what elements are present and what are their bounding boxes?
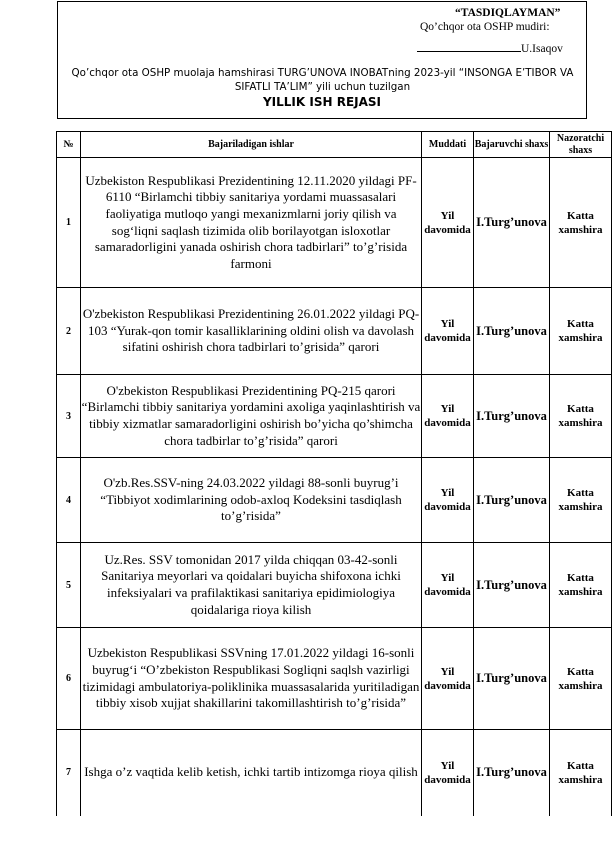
row-number: 4 xyxy=(57,458,81,543)
plan-title: YILLIK ISH REJASI xyxy=(262,95,381,109)
row-work: Uzbekiston Respublikasi Prezidentining 12.11.2020 yildagi PF-6110 “Birlamchi tibbiy sanitariya yordami muassasalari faoliyatiga mutloqo yangi mexanizmlarni joriy qilish va sog‘liqni saqlash tizimida olib borilayotgan isloxotlar samaradorligini yanada oshirish chora tadbirlari” to’g’risida farmoni xyxy=(81,158,422,288)
table-row xyxy=(57,730,612,816)
row-duration: Yil davomida xyxy=(422,458,474,543)
row-responsible: I.Turg’unova xyxy=(474,730,550,816)
row-responsible: I.Turg’unova xyxy=(474,375,550,458)
table-row xyxy=(57,375,612,458)
table-row xyxy=(57,288,612,375)
row-duration: Yil davomida xyxy=(422,158,474,288)
row-responsible: I.Turg’unova xyxy=(474,288,550,375)
row-duration: Yil davomida xyxy=(422,375,474,458)
row-number: 2 xyxy=(57,288,81,375)
header-work: Bajariladigan ishlar xyxy=(81,132,422,158)
row-responsible: I.Turg’unova xyxy=(474,458,550,543)
row-supervisor: Katta xamshira xyxy=(550,543,612,628)
row-work: O'zb.Res.SSV-ning 24.03.2022 yildagi 88-sonli buyrug’i “Tibbiyot xodimlarining odob-axloq Kodeksini tasdiqlash to’g’risida” xyxy=(81,458,422,543)
approval-signer: U.Isaqov xyxy=(521,43,563,55)
table-row xyxy=(57,543,612,628)
row-number: 5 xyxy=(57,543,81,628)
row-supervisor: Katta xamshira xyxy=(550,375,612,458)
work-plan-table xyxy=(56,131,612,816)
table-row xyxy=(57,628,612,730)
header-supervisor: Nazoratchi shaxs xyxy=(550,132,612,158)
header-responsible: Bajaruvchi shaxs xyxy=(474,132,550,158)
row-work: Ishga o’z vaqtida kelib ketish, ichki tartib intizomga rioya qilish xyxy=(81,730,422,816)
signature-line xyxy=(417,41,521,52)
plan-intro: Qo’chqor ota OSHP muolaja hamshirasi TURG’UNOVA INOBATning 2023-yil “INSONGA E’TIBOR VA SIFATLI TA’LIM” yili uchun tuzilgan xyxy=(71,67,574,93)
row-supervisor: Katta xamshira xyxy=(550,288,612,375)
table-row xyxy=(57,158,612,288)
header-duration: Muddati xyxy=(422,132,474,158)
row-number: 3 xyxy=(57,375,81,458)
row-duration: Yil davomida xyxy=(422,730,474,816)
row-supervisor: Katta xamshira xyxy=(550,628,612,730)
row-responsible: I.Turg’unova xyxy=(474,543,550,628)
row-supervisor: Katta xamshira xyxy=(550,158,612,288)
row-responsible: I.Turg’unova xyxy=(474,158,550,288)
table-header-row xyxy=(57,132,612,158)
approval-signature xyxy=(417,41,563,55)
row-supervisor: Katta xamshira xyxy=(550,730,612,816)
row-number: 7 xyxy=(57,730,81,816)
approval-title: “TASDIQLAYMAN” xyxy=(455,7,561,19)
row-work: Uz.Res. SSV tomonidan 2017 yilda chiqqan 03-42-sonli Sanitariya meyorlari va qoidalari buyicha shifoxona ichki infeksiyalari va prafilaktikasi sanitariya epidimiologiya qoidalariga rioya kilish xyxy=(81,543,422,628)
row-work: Uzbekiston Respublikasi SSVning 17.01.2022 yildagi 16-sonli buyrug‘i “O’zbekiston Respublikasi Sogliqni saqlsh vazirligi tizimidagi ambulatoriya-poliklinika muassasalarida yuritiladigan tibbiy xisob xujjat shakillarini takomillashtirish to’g’risida” xyxy=(81,628,422,730)
header-number: № xyxy=(57,132,81,158)
row-supervisor: Katta xamshira xyxy=(550,458,612,543)
row-work: O'zbekiston Respublikasi Prezidentining PQ-215 qarori “Birlamchi tibbiy sanitariya yordamini axoliga yaqinlashtirish va tibbiy xizmatlar samaradorligini oshirish bo’yicha qo’shimcha chora tadbirlar to’g’risida” qarori xyxy=(81,375,422,458)
approval-role: Qo’chqor ota OSHP mudiri: xyxy=(420,21,550,33)
row-duration: Yil davomida xyxy=(422,543,474,628)
table-row xyxy=(57,458,612,543)
row-work: O'zbekiston Respublikasi Prezidentining 26.01.2022 yildagi PQ-103 “Yurak-qon tomir kasalliklarining oldini olish va davolash sifatini oshirish chora tadbirlari to’grisida” qarori xyxy=(81,288,422,375)
row-duration: Yil davomida xyxy=(422,628,474,730)
row-number: 6 xyxy=(57,628,81,730)
row-number: 1 xyxy=(57,158,81,288)
row-duration: Yil davomida xyxy=(422,288,474,375)
row-responsible: I.Turg’unova xyxy=(474,628,550,730)
